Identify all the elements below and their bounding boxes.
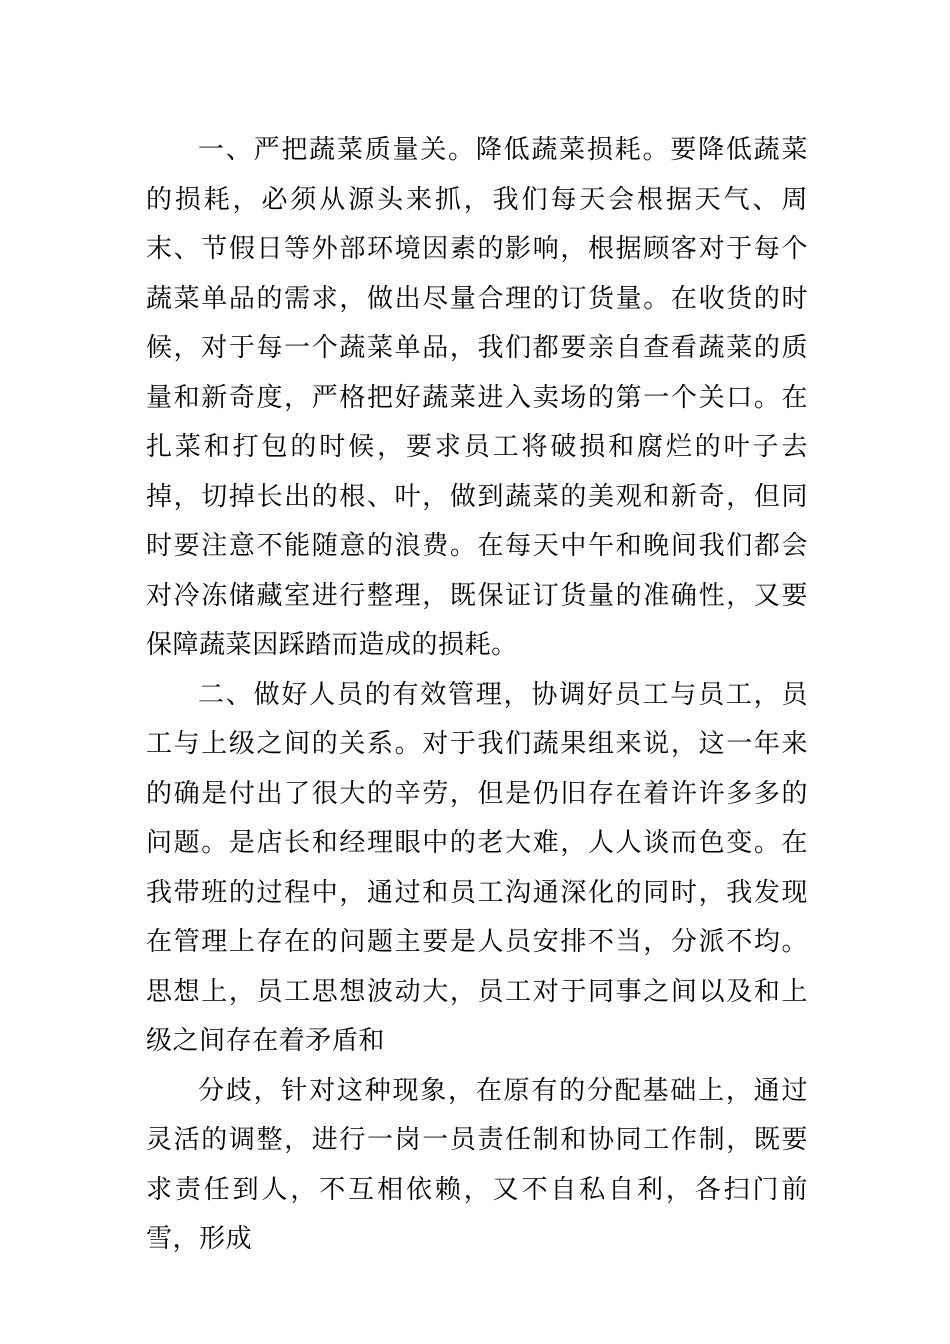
- document-body: [146, 126, 808, 1265]
- paragraph-vegetable-quality: 一、严把蔬菜质量关。降低蔬菜损耗。要降低蔬菜的损耗，必须从源头来抓，我们每天会根据天气、周末、节假日等外部环境因素的影响，根据顾客对于每个蔬菜单品的需求，做出尽量合理的订货量。在收货的时候，对于每一个蔬菜单品，我们都要亲自查看蔬菜的质量和新奇度，严格把好蔬菜进入卖场的第一个关口。在扎菜和打包的时候，要求员工将破损和腐烂的叶子去掉，切掉长出的根、叶，做到蔬菜的美观和新奇，但同时要注意不能随意的浪费。在每天中午和晚间我们都会对冷冻储藏室进行整理，既保证订货量的准确性，又要保障蔬菜因踩踏而造成的损耗。: [146, 135, 808, 660]
- paragraph-staff-management: 二、做好人员的有效管理，协调好员工与员工，员工与上级之间的关系。对于我们蔬果组来说，这一年来的确是付出了很大的辛劳，但是仍旧存在着许许多多的问题。是店长和经理眼中的老大难，人人谈而色变。在我带班的过程中，通过和员工沟通深化的同时，我发现在管理上存在的问题主要是人员安排不当，分派不均。思想上，员工思想波动大，员工对于同事之间以及和上级之间存在着矛盾和: [146, 679, 808, 1056]
- paragraph-responsibility-system: 分歧，针对这种现象，在原有的分配基础上，通过灵活的调整，进行一岗一员责任制和协同工作制，既要求责任到人，不互相依赖，又不自私自利，各扫门前雪，形成: [146, 1075, 808, 1254]
